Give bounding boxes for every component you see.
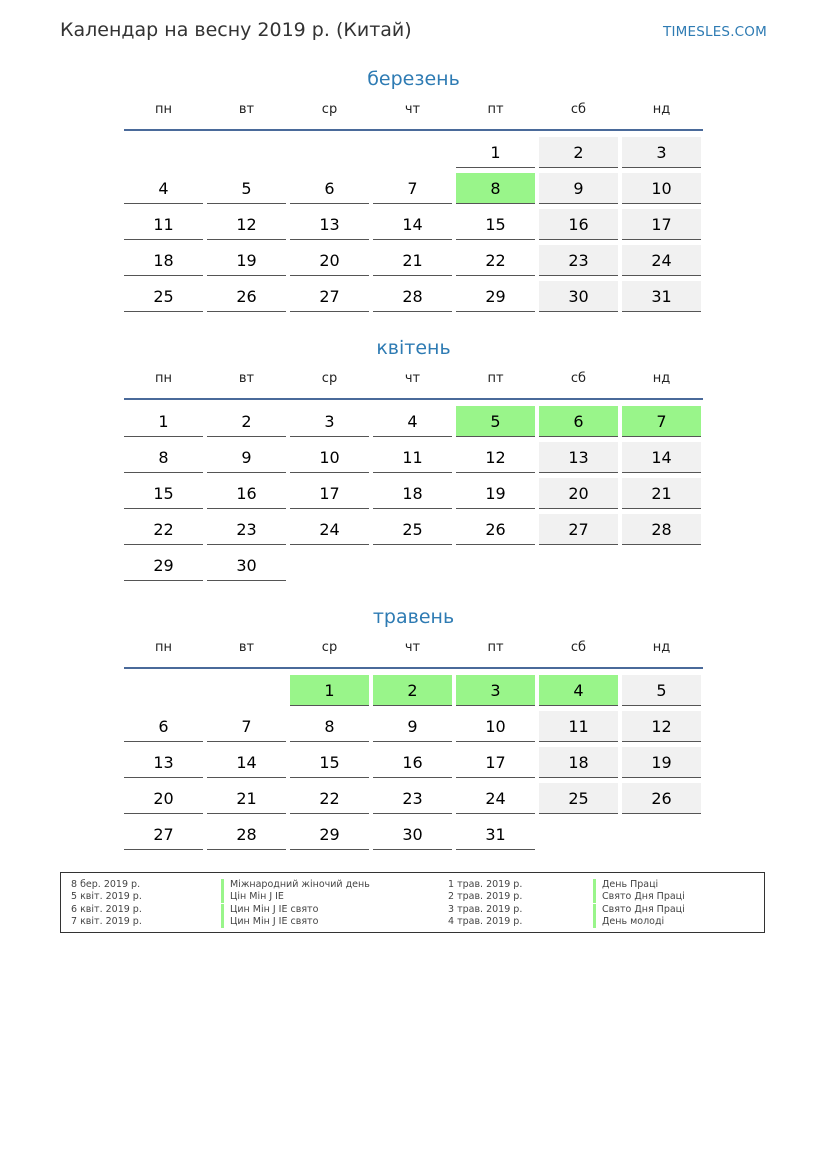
day-cell[interactable]: 20 <box>539 478 618 509</box>
day-cell[interactable]: 22 <box>290 783 369 814</box>
weekday-label: пн <box>155 640 172 655</box>
empty-day-cell <box>622 819 701 850</box>
day-cell[interactable]: 26 <box>622 783 701 814</box>
empty-day-cell <box>290 550 369 581</box>
day-cell[interactable]: 10 <box>290 442 369 473</box>
day-cell[interactable]: 17 <box>456 747 535 778</box>
page-title: Календар на весну 2019 р. (Китай) <box>60 19 412 41</box>
legend-entry <box>61 879 764 891</box>
weekday-label: пн <box>155 102 172 117</box>
empty-day-cell <box>373 137 452 168</box>
legend-holiday-name: Свято Дня Праці <box>593 891 685 903</box>
day-cell[interactable]: 21 <box>622 478 701 509</box>
day-cell[interactable]: 3 <box>456 675 535 706</box>
legend-holiday-name: Міжнародний жіночий день <box>221 879 370 891</box>
empty-day-cell <box>207 137 286 168</box>
day-cell[interactable]: 8 <box>456 173 535 204</box>
day-cell[interactable]: 5 <box>622 675 701 706</box>
day-cell[interactable]: 19 <box>207 245 286 276</box>
day-cell[interactable]: 13 <box>539 442 618 473</box>
day-cell[interactable]: 7 <box>207 711 286 742</box>
day-cell[interactable]: 30 <box>539 281 618 312</box>
weekday-label: чт <box>404 371 421 386</box>
weekday-label: сб <box>570 640 587 655</box>
month-name: травень <box>372 606 455 628</box>
day-cell[interactable]: 7 <box>622 406 701 437</box>
weekday-label: ср <box>321 640 338 655</box>
day-cell[interactable]: 19 <box>456 478 535 509</box>
day-cell[interactable]: 14 <box>622 442 701 473</box>
day-cell[interactable]: 5 <box>207 173 286 204</box>
day-cell[interactable]: 2 <box>539 137 618 168</box>
day-cell[interactable]: 12 <box>622 711 701 742</box>
empty-day-cell <box>124 137 203 168</box>
legend-date: 2 трав. 2019 р. <box>448 891 523 902</box>
day-cell[interactable]: 4 <box>124 173 203 204</box>
day-cell[interactable]: 11 <box>124 209 203 240</box>
weekday-label: нд <box>652 640 671 655</box>
day-cell[interactable]: 21 <box>207 783 286 814</box>
day-cell[interactable]: 24 <box>290 514 369 545</box>
empty-day-cell <box>622 550 701 581</box>
legend-holiday-name: День молоді <box>593 916 664 928</box>
week-row <box>124 442 703 474</box>
month-name: квітень <box>376 337 451 359</box>
day-cell[interactable]: 25 <box>539 783 618 814</box>
week-row <box>124 173 703 205</box>
legend-date: 1 трав. 2019 р. <box>448 879 523 890</box>
day-cell[interactable]: 6 <box>124 711 203 742</box>
weekday-label: вт <box>238 371 255 386</box>
weekday-label: вт <box>238 102 255 117</box>
day-cell[interactable]: 5 <box>456 406 535 437</box>
day-cell[interactable]: 26 <box>207 281 286 312</box>
day-cell[interactable]: 2 <box>373 675 452 706</box>
weekday-label: пт <box>487 371 504 386</box>
month-calendar <box>124 605 703 855</box>
day-cell[interactable]: 26 <box>456 514 535 545</box>
weekday-label: нд <box>652 102 671 117</box>
day-cell[interactable]: 19 <box>622 747 701 778</box>
week-row <box>124 747 703 779</box>
legend-holiday-name: Цін Мін Ј ІЕ <box>221 891 284 903</box>
month-calendar <box>124 336 703 586</box>
month-name: березень <box>367 68 460 90</box>
week-row <box>124 675 703 707</box>
day-cell[interactable]: 25 <box>124 281 203 312</box>
weekday-header <box>124 639 703 669</box>
day-cell[interactable]: 1 <box>290 675 369 706</box>
weekday-label: пт <box>487 640 504 655</box>
day-cell[interactable]: 1 <box>456 137 535 168</box>
week-row <box>124 783 703 815</box>
day-cell[interactable]: 11 <box>539 711 618 742</box>
holiday-legend <box>60 872 765 933</box>
day-cell[interactable]: 1 <box>124 406 203 437</box>
empty-day-cell <box>539 819 618 850</box>
day-cell[interactable]: 14 <box>373 209 452 240</box>
day-cell[interactable]: 4 <box>539 675 618 706</box>
weekday-label: ср <box>321 102 338 117</box>
day-cell[interactable]: 27 <box>290 281 369 312</box>
day-cell[interactable]: 24 <box>456 783 535 814</box>
day-cell[interactable]: 30 <box>207 550 286 581</box>
weekday-label: вт <box>238 640 255 655</box>
empty-day-cell <box>539 550 618 581</box>
empty-day-cell <box>124 675 203 706</box>
day-cell[interactable]: 24 <box>622 245 701 276</box>
weeks-grid <box>124 406 703 582</box>
day-cell[interactable]: 2 <box>207 406 286 437</box>
week-row <box>124 478 703 510</box>
day-cell[interactable]: 15 <box>124 478 203 509</box>
day-cell[interactable]: 29 <box>456 281 535 312</box>
empty-day-cell <box>207 675 286 706</box>
day-cell[interactable]: 18 <box>373 478 452 509</box>
week-row <box>124 209 703 241</box>
day-cell[interactable]: 16 <box>207 478 286 509</box>
day-cell[interactable]: 25 <box>373 514 452 545</box>
empty-day-cell <box>290 137 369 168</box>
weeks-grid <box>124 675 703 851</box>
day-cell[interactable]: 4 <box>373 406 452 437</box>
week-row <box>124 137 703 169</box>
day-cell[interactable]: 10 <box>456 711 535 742</box>
day-cell[interactable]: 28 <box>207 819 286 850</box>
day-cell[interactable]: 28 <box>622 514 701 545</box>
day-cell[interactable]: 9 <box>373 711 452 742</box>
day-cell[interactable]: 21 <box>373 245 452 276</box>
site-brand[interactable]: TIMESLES.COM <box>663 24 767 40</box>
day-cell[interactable]: 29 <box>124 550 203 581</box>
day-cell[interactable]: 20 <box>124 783 203 814</box>
day-cell[interactable]: 23 <box>207 514 286 545</box>
day-cell[interactable]: 8 <box>124 442 203 473</box>
week-row <box>124 514 703 546</box>
day-cell[interactable]: 27 <box>539 514 618 545</box>
day-cell[interactable]: 23 <box>373 783 452 814</box>
legend-date: 8 бер. 2019 р. <box>71 879 141 890</box>
legend-holiday-name: Цин Мін Ј ІЕ свято <box>221 904 318 916</box>
day-cell[interactable]: 17 <box>290 478 369 509</box>
day-cell[interactable]: 15 <box>456 209 535 240</box>
day-cell[interactable]: 30 <box>373 819 452 850</box>
weekday-label: сб <box>570 102 587 117</box>
month-calendar <box>124 67 703 317</box>
week-row <box>124 245 703 277</box>
day-cell[interactable]: 29 <box>290 819 369 850</box>
day-cell[interactable]: 13 <box>124 747 203 778</box>
day-cell[interactable]: 8 <box>290 711 369 742</box>
legend-holiday-name: День Праці <box>593 879 658 891</box>
legend-date: 7 квіт. 2019 р. <box>71 916 142 927</box>
day-cell[interactable]: 10 <box>622 173 701 204</box>
empty-day-cell <box>456 550 535 581</box>
day-cell[interactable]: 12 <box>456 442 535 473</box>
day-cell[interactable]: 9 <box>539 173 618 204</box>
day-cell[interactable]: 16 <box>539 209 618 240</box>
weekday-label: чт <box>404 102 421 117</box>
day-cell[interactable]: 14 <box>207 747 286 778</box>
week-row <box>124 281 703 313</box>
weekday-header <box>124 370 703 400</box>
day-cell[interactable]: 18 <box>124 245 203 276</box>
weekday-label: пт <box>487 102 504 117</box>
day-cell[interactable]: 27 <box>124 819 203 850</box>
day-cell[interactable]: 22 <box>456 245 535 276</box>
day-cell[interactable]: 18 <box>539 747 618 778</box>
day-cell[interactable]: 9 <box>207 442 286 473</box>
empty-day-cell <box>373 550 452 581</box>
day-cell[interactable]: 3 <box>622 137 701 168</box>
day-cell[interactable]: 28 <box>373 281 452 312</box>
day-cell[interactable]: 7 <box>373 173 452 204</box>
week-row <box>124 819 703 851</box>
day-cell[interactable]: 6 <box>290 173 369 204</box>
day-cell[interactable]: 15 <box>290 747 369 778</box>
legend-date: 5 квіт. 2019 р. <box>71 891 142 902</box>
day-cell[interactable]: 12 <box>207 209 286 240</box>
legend-date: 6 квіт. 2019 р. <box>71 904 142 915</box>
weekday-label: пн <box>155 371 172 386</box>
legend-holiday-name: Свято Дня Праці <box>593 904 685 916</box>
week-row <box>124 406 703 438</box>
legend-entry <box>61 904 764 916</box>
day-cell[interactable]: 11 <box>373 442 452 473</box>
day-cell[interactable]: 31 <box>456 819 535 850</box>
weekday-label: сб <box>570 371 587 386</box>
weekday-header <box>124 101 703 131</box>
day-cell[interactable]: 3 <box>290 406 369 437</box>
day-cell[interactable]: 6 <box>539 406 618 437</box>
legend-entry <box>61 891 764 903</box>
day-cell[interactable]: 20 <box>290 245 369 276</box>
legend-holiday-name: Цин Мін Ј ІЕ свято <box>221 916 318 928</box>
day-cell[interactable]: 31 <box>622 281 701 312</box>
weekday-label: ср <box>321 371 338 386</box>
week-row <box>124 550 703 582</box>
weeks-grid <box>124 137 703 313</box>
legend-entry <box>61 916 764 928</box>
day-cell[interactable]: 16 <box>373 747 452 778</box>
weekday-label: чт <box>404 640 421 655</box>
day-cell[interactable]: 23 <box>539 245 618 276</box>
legend-date: 3 трав. 2019 р. <box>448 904 523 915</box>
day-cell[interactable]: 17 <box>622 209 701 240</box>
legend-date: 4 трав. 2019 р. <box>448 916 523 927</box>
day-cell[interactable]: 13 <box>290 209 369 240</box>
week-row <box>124 711 703 743</box>
day-cell[interactable]: 22 <box>124 514 203 545</box>
weekday-label: нд <box>652 371 671 386</box>
